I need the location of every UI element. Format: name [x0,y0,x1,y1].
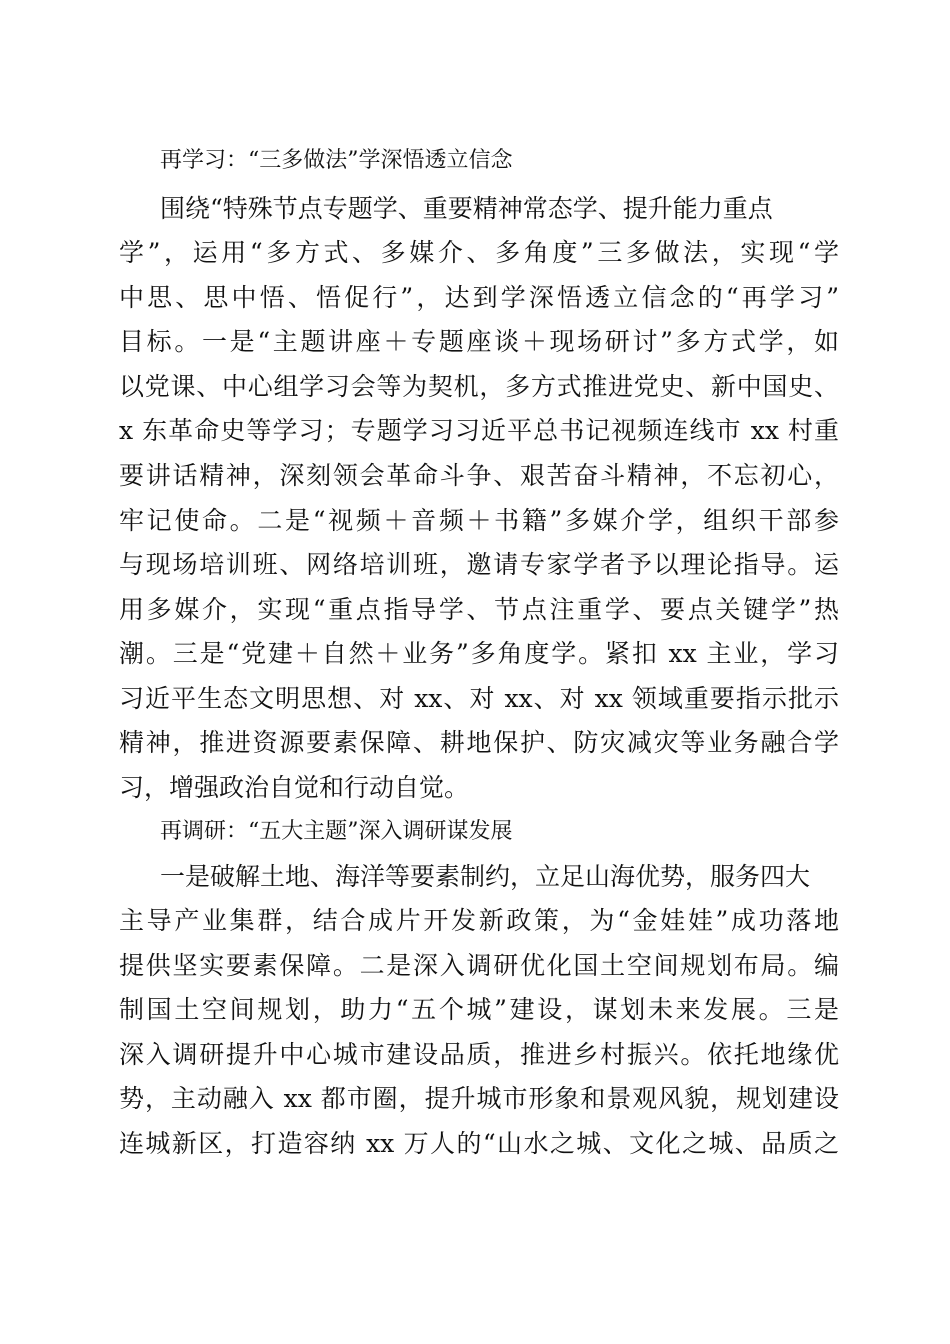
paragraph-line: 以党课、中心组学习会等为契机，多方式推进党史、新中国史、 [119,372,839,401]
paragraph-line: 围绕“特殊节点专题学、重要精神常态学、提升能力重点 [160,194,773,223]
paragraph-line: 势，主动融入 xx 都市圈，提升城市形象和景观风貌，规划建设 [119,1084,839,1113]
paragraph-line: 提供坚实要素保障。二是深入调研优化国土空间规划布局。编 [119,951,839,980]
paragraph-line: 一是破解土地、海洋等要素制约，立足山海优势，服务四大 [160,862,811,891]
paragraph-line: 中思、思中悟、悟促行”，达到学深悟透立信念的“再学习” [119,283,839,312]
paragraph-line: 连城新区，打造容纳 xx 万人的“山水之城、文化之城、品质之 [119,1129,839,1158]
paragraph-line: 用多媒介，实现“重点指导学、节点注重学、要点关键学”热 [119,595,839,624]
section-heading-research: 再调研：“五大主题”深入调研谋发展 [160,819,513,844]
paragraph-line: 与现场培训班、网络培训班，邀请专家学者予以理论指导。运 [119,550,839,579]
paragraph-line: 精神，推进资源要素保障、耕地保护、防灾减灾等业务融合学 [119,728,839,757]
paragraph-line: 要讲话精神，深刻领会革命斗争、艰苦奋斗精神，不忘初心， [119,461,839,490]
paragraph-line: 目标。一是“主题讲座＋专题座谈＋现场研讨”多方式学，如 [119,327,839,356]
paragraph-line: 习，增强政治自觉和行动自觉。 [119,773,470,802]
paragraph-line: 主导产业集群，结合成片开发新政策，为“金娃娃”成功落地 [119,906,839,935]
paragraph-line: 潮。三是“党建＋自然＋业务”多角度学。紧扣 xx 主业，学习 [119,639,839,668]
section-heading-relearn: 再学习：“三多做法”学深悟透立信念 [160,148,513,173]
paragraph-line: 学”，运用“多方式、多媒介、多角度”三多做法，实现“学 [119,238,839,267]
paragraph-line: 牢记使命。二是“视频＋音频＋书籍”多媒介学，组织干部参 [119,506,839,535]
paragraph-line: 习近平生态文明思想、对 xx、对 xx、对 xx 领域重要指示批示 [119,684,839,713]
paragraph-line: 深入调研提升中心城市建设品质，推进乡村振兴。依托地缘优 [119,1040,839,1069]
paragraph-line: 制国土空间规划，助力“五个城”建设，谋划未来发展。三是 [119,995,839,1024]
paragraph-line: x 东革命史等学习；专题学习习近平总书记视频连线市 xx 村重 [119,416,839,445]
